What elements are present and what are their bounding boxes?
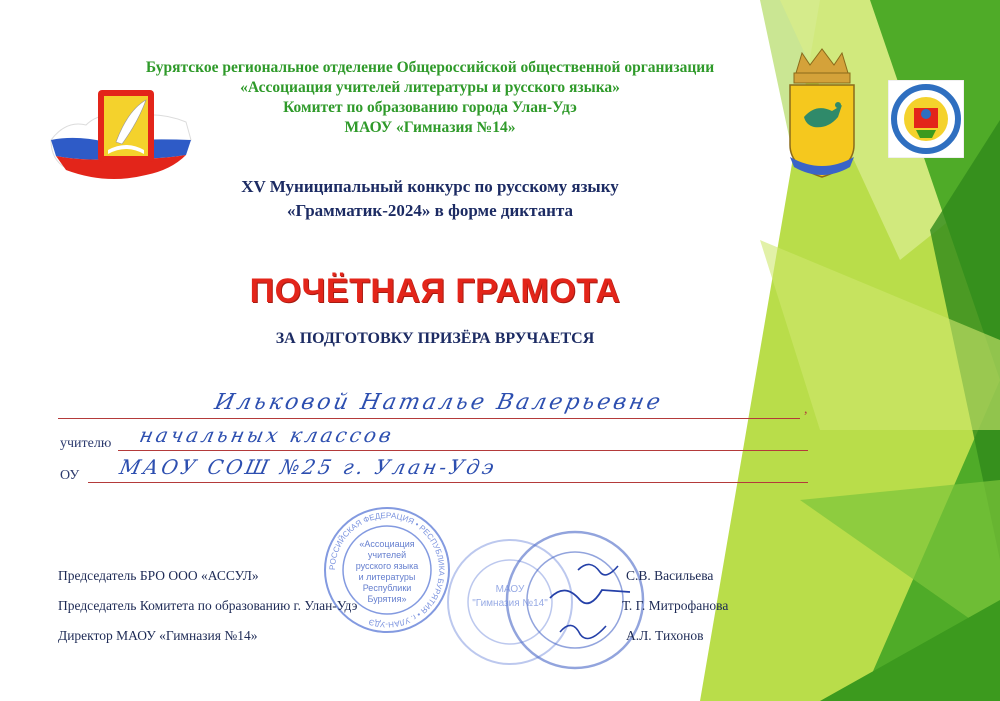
certificate-subtitle: ЗА ПОДГОТОВКУ ПРИЗЁРА ВРУЧАЕТСЯ (275, 330, 595, 347)
recipient-organization: МАОУ СОШ №25 г. Улан-Удэ (117, 455, 500, 479)
header-line-gymnasium: МАОУ «Гимназия №14» (344, 119, 516, 136)
header-line-organization: Бурятское региональное отделение Общероссийской общественной организации (145, 59, 715, 76)
header-line-committee: Комитет по образованию города Улан-Удэ (283, 99, 577, 116)
gymnasium-emblem-icon (888, 80, 964, 158)
certificate-title: ПОЧЁТНАЯ ГРАМОТА (249, 272, 621, 310)
role-underline (118, 450, 808, 451)
signature-name-tikhonov: А.Л. Тихонов (626, 628, 704, 643)
signature-title-committee: Председатель Комитета по образованию г. Улан-Удэ (58, 598, 358, 613)
signature-title-assul: Председатель БРО ООО «АССУЛ» (58, 568, 259, 583)
header-line-association: «Ассоциация учителей литературы и русского языка» (240, 79, 620, 96)
association-stamp-line: учителей (367, 550, 407, 560)
contest-name-line: XV Муниципальный конкурс по русскому языку (241, 177, 619, 196)
role-label: учителю (60, 436, 112, 451)
signature-title-director: Директор МАОУ «Гимназия №14» (58, 628, 258, 643)
recipient-role: начальных классов (137, 423, 397, 447)
association-stamp-line: Бурятия» (367, 594, 407, 604)
association-stamp-ring-text: РОССИЙСКАЯ ФЕДЕРАЦИЯ • РЕСПУБЛИКА БУРЯТИЯ • г. УЛАН-УДЭ (327, 510, 447, 630)
signature-name-vasilyeva: С.В. Васильева (626, 568, 714, 583)
recipient-name: Ильковой Наталье Валерьевне (212, 390, 666, 415)
org-underline (88, 482, 808, 483)
coat-of-arms-icon (784, 45, 860, 185)
gymnasium-stamp (430, 530, 650, 680)
association-stamp-line: и литературы (358, 572, 416, 582)
gymnasium-stamp-line: МАОУ (495, 584, 525, 595)
contest-format-line: «Грамматик-2024» в форме диктанта (286, 201, 574, 220)
association-stamp-line: «Ассоциация (359, 539, 415, 549)
association-stamp-line: Республики (362, 583, 412, 593)
name-comma: , (804, 402, 808, 417)
name-underline (58, 418, 800, 419)
signature-name-mitrofanova: Т. Г. Митрофанова (622, 598, 729, 613)
gymnasium-stamp-line: "Гимназия №14" (472, 598, 548, 609)
association-stamp-line: русского языка (355, 561, 419, 571)
org-label: ОУ (60, 468, 80, 483)
